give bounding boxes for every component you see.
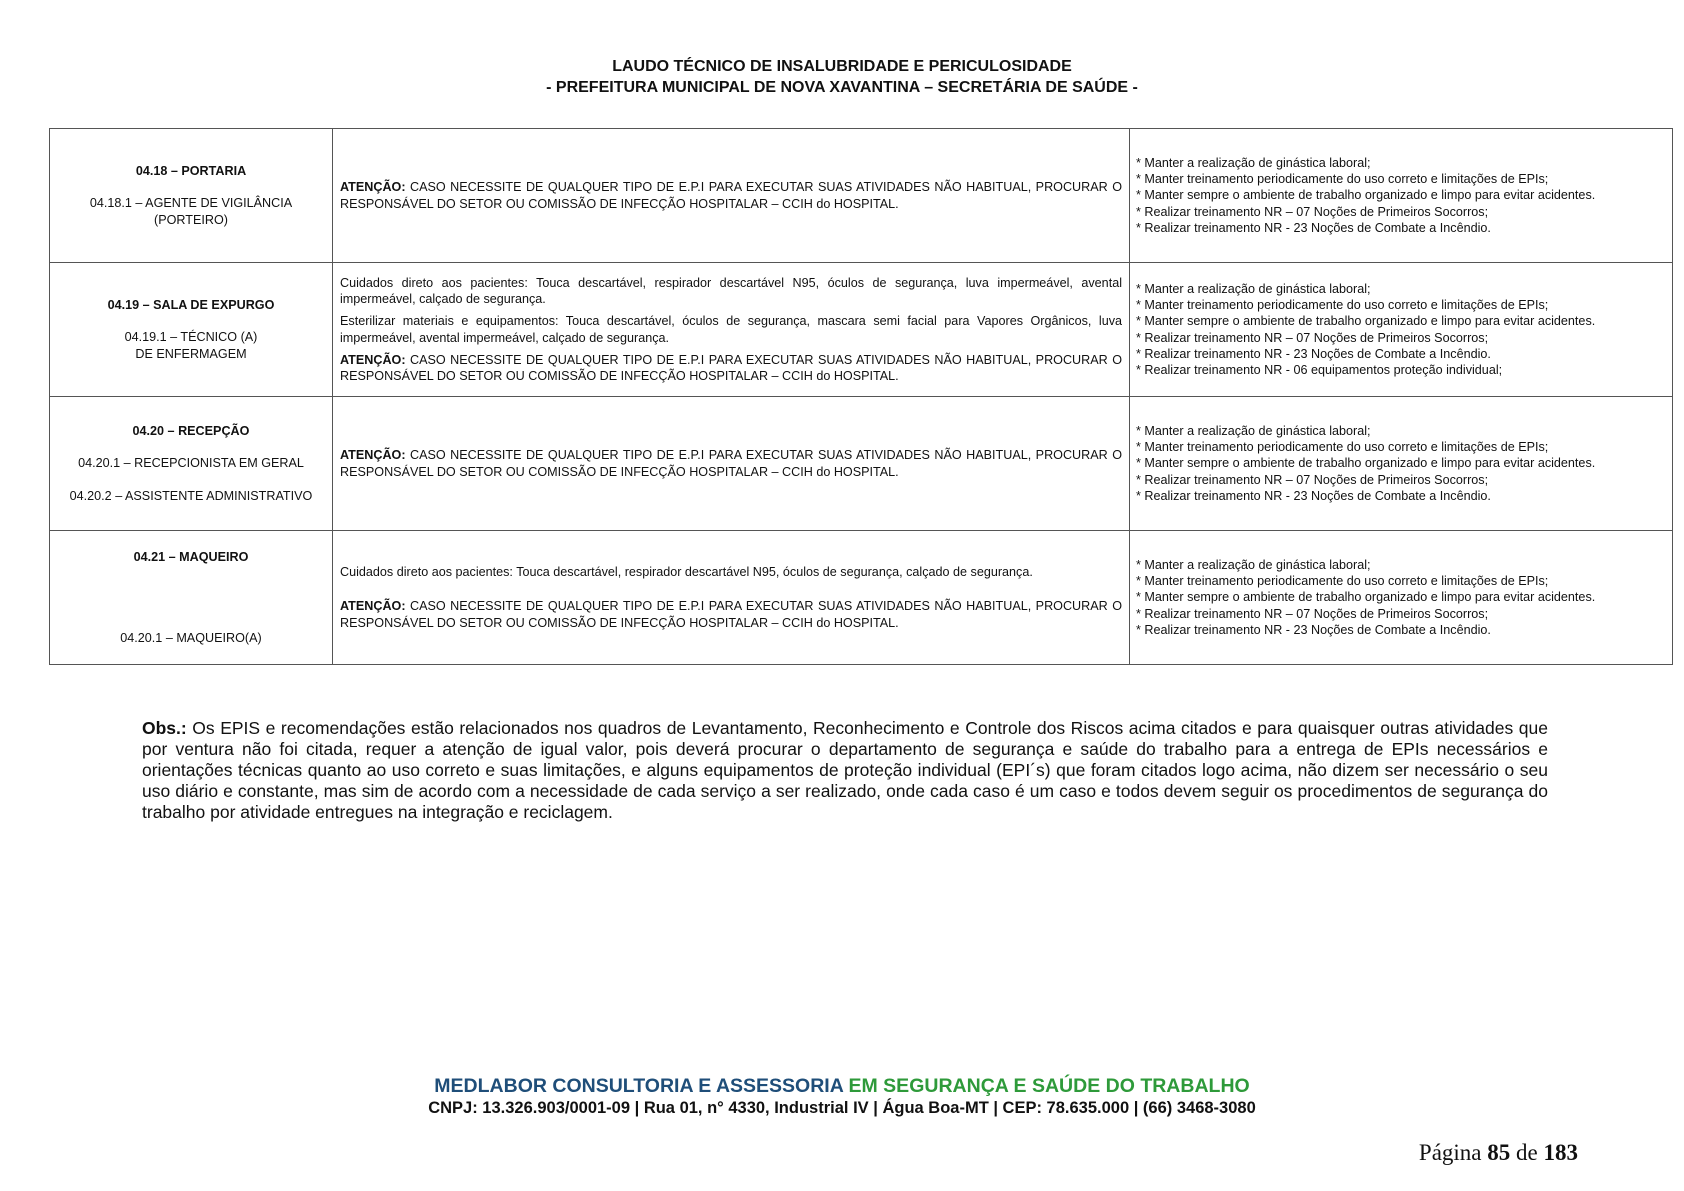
recommendation-item: * Manter sempre o ambiente de trabalho organizado e limpo para evitar acidentes. [1136,314,1596,329]
table-row [50,397,1673,531]
function-item: 04.20.2 – ASSISTENTE ADMINISTRATIVO [69,488,313,503]
function-item: DE ENFERMAGEM [135,346,247,361]
recommendations-cell [1130,397,1673,531]
function-item: 04.18.1 – AGENTE DE VIGILÂNCIA [89,196,293,211]
recommendations-cell [1130,263,1673,397]
epi-cell [333,129,1130,263]
page-total: 183 [1543,1140,1578,1165]
attention-note [340,179,1122,212]
recommendation-item: * Realizar treinamento NR - 23 Noções de Combate a Incêndio. [1136,488,1491,503]
epi-cell [333,397,1130,531]
epi-description: Cuidados direto aos pacientes: Touca descartável, respirador descartável N95, óculos de segurança, luva impermeável, avental impermeável, calçado de segurança. [340,275,1122,306]
attention-text: CASO NECESSITE DE QUALQUER TIPO DE E.P.I PARA EXECUTAR SUAS ATIVIDADES NÃO HABITUAL, PROCURAR O RESPONSÁVEL DO SETOR OU COMISSÃO DE INFECÇÃO HOSPITALAR – CCIH do HOSPITAL. [340,352,1122,384]
page-current: 85 [1487,1140,1511,1165]
sector-cell [50,263,333,397]
sector-title: 04.21 – MAQUEIRO [133,550,249,565]
document-header [0,56,1684,98]
table-row [50,263,1673,397]
epi-description: Esterilizar materiais e equipamentos: Touca descartável, óculos de segurança, mascara semi facial para Vapores Orgânicos, luva impermeável, avental impermeável, calçado de segurança. [340,314,1122,345]
recommendation-item: * Manter a realização de ginástica laboral; [1136,423,1371,438]
attention-note [340,598,1122,631]
recommendation-item: * Realizar treinamento NR – 07 Noções de Primeiros Socorros; [1136,204,1489,219]
attention-note [340,447,1122,480]
recommendation-item: * Manter sempre o ambiente de trabalho organizado e limpo para evitar acidentes. [1136,188,1596,203]
recommendations-cell [1130,129,1673,263]
attention-label: ATENÇÃO: [340,599,406,614]
recommendation-item: * Manter treinamento periodicamente do uso correto e limitações de EPIs; [1136,172,1549,187]
epi-description: Cuidados direto aos pacientes: Touca descartável, respirador descartável N95, óculos de segurança, calçado de segurança. [340,565,1033,580]
page-separator: de [1516,1140,1538,1165]
attention-text: CASO NECESSITE DE QUALQUER TIPO DE E.P.I PARA EXECUTAR SUAS ATIVIDADES NÃO HABITUAL, PROCURAR O RESPONSÁVEL DO SETOR OU COMISSÃO DE INFECÇÃO HOSPITALAR – CCIH do HOSPITAL. [340,599,1122,630]
sector-title: 04.18 – PORTARIA [135,164,247,179]
recommendation-item: * Realizar treinamento NR – 07 Noções de Primeiros Socorros; [1136,472,1489,487]
function-item: 04.19.1 – TÉCNICO (A) [124,330,258,345]
function-item: 04.20.1 – RECEPCIONISTA EM GERAL [78,456,304,471]
recommendation-item: * Manter a realização de ginástica laboral; [1136,281,1371,296]
recommendation-item: * Realizar treinamento NR – 07 Noções de Primeiros Socorros; [1136,330,1489,345]
observation-paragraph [142,718,1548,823]
recommendation-item: * Realizar treinamento NR - 23 Noções de Combate a Incêndio. [1136,346,1491,361]
recommendation-item: * Realizar treinamento NR – 07 Noções de Primeiros Socorros; [1136,606,1489,621]
page-number [1419,1140,1578,1166]
recommendation-item: * Manter sempre o ambiente de trabalho organizado e limpo para evitar acidentes. [1136,456,1596,471]
attention-note [340,352,1122,385]
epi-cell [333,531,1130,665]
sector-cell [50,531,333,665]
recommendation-item: * Manter treinamento periodicamente do uso correto e limitações de EPIs; [1136,574,1549,589]
document-title: LAUDO TÉCNICO DE INSALUBRIDADE E PERICULOSIDADE [612,58,1072,75]
table-row [50,531,1673,665]
attention-label: ATENÇÃO: [340,448,406,463]
company-address: CNPJ: 13.326.903/0001-09 | Rua 01, n° 4330, Industrial IV | Água Boa-MT | CEP: 78.635.000 | (66) 3468-3080 [428,1099,1256,1117]
recommendation-item: * Manter sempre o ambiente de trabalho organizado e limpo para evitar acidentes. [1136,590,1596,605]
sector-title: 04.19 – SALA DE EXPURGO [107,298,275,313]
observation-text: Os EPIS e recomendações estão relacionados nos quadros de Levantamento, Reconhecimento e Controle dos Riscos acima citados e para quaisquer outras atividades que por ventura não foi citada, requer a atenção de igual valor, pois deverá procurar o departamento de segurança e saúde do trabalho para a entrega de EPIs necessários e orientações técnicas quanto ao uso correto e suas limitações, e alguns equipamentos de proteção individual (EPI´s) que foram citados logo acima, não dizem ser necessário o seu uso diário e constante, mas sim de acordo com a necessidade de cada serviço a ser realizado, onde cada caso é um caso e todos devem seguir os procedimentos de segurança do trabalho por atividade entregues na integração e reciclagem. [142,718,1548,822]
sector-title: 04.20 – RECEPÇÃO [132,424,250,439]
sector-cell [50,397,333,531]
attention-text: CASO NECESSITE DE QUALQUER TIPO DE E.P.I PARA EXECUTAR SUAS ATIVIDADES NÃO HABITUAL, PROCURAR O RESPONSÁVEL DO SETOR OU COMISSÃO DE INFECÇÃO HOSPITALAR – CCIH do HOSPITAL. [340,448,1122,479]
table-row [50,129,1673,263]
recommendation-item: * Manter a realização de ginástica laboral; [1136,155,1371,170]
recommendation-item: * Manter a realização de ginástica laboral; [1136,557,1371,572]
page-label: Página [1418,1140,1482,1165]
attention-label: ATENÇÃO: [340,352,406,367]
epi-cell [333,263,1130,397]
company-name-part2: EM SEGURANÇA E SAÚDE DO TRABALHO [843,1075,1250,1097]
recommendation-item: * Manter treinamento periodicamente do uso correto e limitações de EPIs; [1136,297,1549,312]
document-subtitle: - PREFEITURA MUNICIPAL DE NOVA XAVANTINA – SECRETÁRIA DE SAÚDE - [546,79,1138,96]
attention-text: CASO NECESSITE DE QUALQUER TIPO DE E.P.I PARA EXECUTAR SUAS ATIVIDADES NÃO HABITUAL, PROCURAR O RESPONSÁVEL DO SETOR OU COMISSÃO DE INFECÇÃO HOSPITALAR – CCIH do HOSPITAL. [340,180,1122,211]
recommendation-item: * Realizar treinamento NR - 06 equipamentos proteção individual; [1136,363,1503,378]
recommendation-item: * Realizar treinamento NR - 23 Noções de Combate a Incêndio. [1136,622,1491,637]
company-name [0,1075,1684,1098]
company-name-part1: MEDLABOR CONSULTORIA E ASSESSORIA [434,1075,844,1097]
sector-cell [50,129,333,263]
observation-label: Obs.: [142,718,187,738]
recommendation-item: * Realizar treinamento NR - 23 Noções de Combate a Incêndio. [1136,220,1491,235]
attention-label: ATENÇÃO: [340,180,406,195]
function-item: 04.20.1 – MAQUEIRO(A) [120,630,262,645]
risk-control-table [49,128,1673,665]
recommendation-item: * Manter treinamento periodicamente do uso correto e limitações de EPIs; [1136,440,1549,455]
function-item: (PORTEIRO) [154,212,228,227]
recommendations-cell [1130,531,1673,665]
